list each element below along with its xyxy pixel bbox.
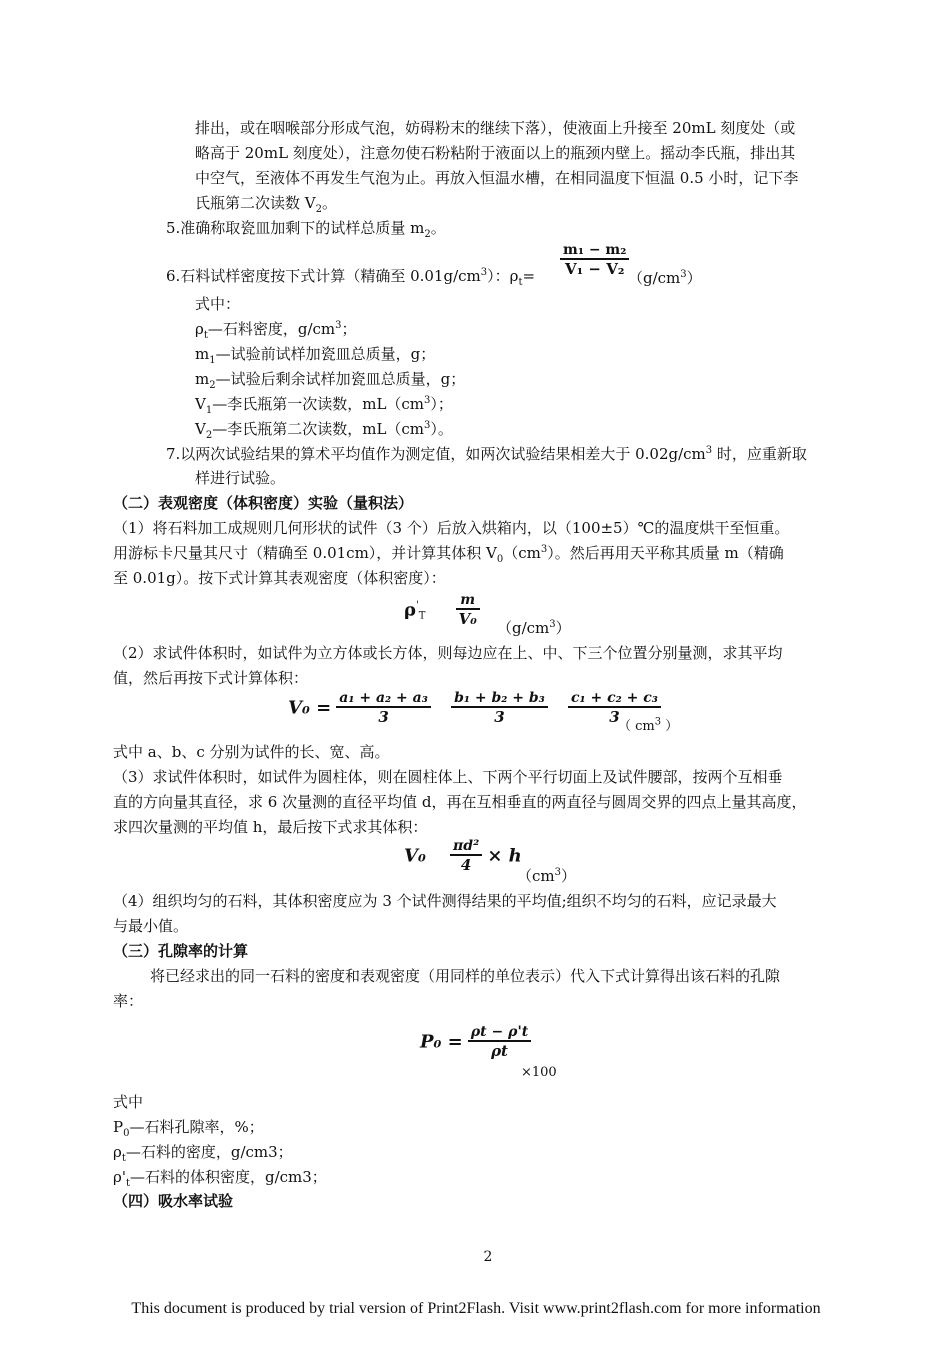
legend-rho: $\rho_t—$石料密度，$g/cm^3$； (195, 320, 357, 341)
section-title: （四）吸水率试验 (113, 1192, 234, 1210)
text-line: 式中 a、b、c 分别为试件的长、宽、高。 (113, 743, 390, 761)
text-line: 中空气，至液体不再发生气泡为止。再放入恒温水槽，在相同温度下恒温 0.5 小时，记下李 (195, 169, 799, 187)
formula-unit: $(g/cm^3)$ (497, 619, 571, 637)
text-line: 氏瓶第二次读数 $V_2$。 (195, 194, 337, 215)
text-line: 样进行试验。 (195, 469, 286, 487)
list-item-7: 7.以两次试验结果的算术平均值作为测定值，如两次试验结果相差大于 $0.02g/cm^3$ 时，应重新取 (166, 445, 807, 463)
legend-m2: $m_2—$试验后剩余试样加瓷皿总质量，g； (195, 370, 466, 391)
text-line: （2）求试件体积时，如试件为立方体或长方体，则每边应在上、中、下三个位置分别量测，求其平均 (113, 644, 783, 662)
text-line: 率： (113, 992, 144, 1010)
text-line: 值，然后再按下式计算体积： (113, 669, 309, 687)
density-formula: $\frac{\text{m₁ − m₂}}{\text{V₁ − V₂}}$ (560, 242, 629, 278)
formula-unit: $(g/cm^3)$ (628, 269, 702, 287)
text-line: （4）组织均匀的石料，其体积密度应为 3 个试件测得结果的平均值;组织不均匀的石料，应记录最大 (113, 892, 777, 910)
legend-heading: 式中 (113, 1093, 144, 1111)
apparent-density-formula: $\rho'_T$ $\frac{m}{\text{V₀}}$ (404, 592, 480, 628)
footer-notice: This document is produced by trial version of Print2Flash. Visit www.print2flash.com for more information (131, 1300, 821, 1317)
section-title: （二）表观密度（体积密度）实验（量积法） (113, 494, 414, 512)
legend-rho-prime: $\rho'_t—$石料的体积密度，g/cm3； (113, 1168, 327, 1189)
list-item-6: 6.石料试样密度按下式计算（精确至 $0.01g/cm^3$）：$\rho_t=$ (166, 267, 536, 288)
text-line: 排出，或在咽喉部分形成气泡，妨碍粉末的继续下落），使液面上升接至 20mL 刻度处（或 (195, 119, 796, 137)
legend-v1: $V_1—$李氏瓶第一次读数，$mL(cm^3)$； (195, 395, 453, 416)
text-line: （1）将石料加工成规则几何形状的试件（3 个）后放入烘箱内，以（100±5）℃的温度烘干至恒重。 (113, 519, 790, 537)
text-line: 将已经求出的同一石料的密度和表观密度（用同样的单位表示）代入下式计算得出该石料的孔隙 (150, 967, 781, 985)
text-line: 至 0.01g）。按下式计算其表观密度（体积密度）： (113, 569, 446, 587)
text-line: 与最小值。 (113, 917, 189, 935)
text-line: （3）求试件体积时，如试件为圆柱体，则在圆柱体上、下两个平行切面上及试件腰部，按两个互相垂 (113, 768, 783, 786)
box-volume-formula: V₀ = $\frac{\text{a₁ + a₂ + a₃}}{3}$ $\frac{\text{b₁ + b₂ + b₃}}{3}$ $\frac{\text{c₁ + c₂ + c₃}}{3}$ (288, 690, 661, 726)
legend-heading: 式中： (195, 295, 241, 313)
cylinder-volume-formula: V₀ $\frac{\text{πd²}}{4}$ × h (404, 838, 522, 874)
text-line: 直的方向量其直径，求 6 次量测的直径平均值 d，再在互相垂直的两直径与圆周交界的四点上量其高度， (113, 793, 807, 811)
section-title: （三）孔隙率的计算 (113, 942, 249, 960)
formula-multiplier: ×100 (521, 1065, 557, 1080)
page-number: 2 (483, 1249, 493, 1265)
legend-rho: $\rho_t—$石料的密度，g/cm3； (113, 1143, 293, 1164)
formula-unit: $(cm^3)$ (517, 867, 577, 885)
legend-v2: $V_2—$李氏瓶第二次读数，$mL(cm^3)$。 (195, 420, 453, 441)
formula-unit: （ $cm^3$ ） (618, 716, 679, 734)
porosity-formula: P₀ = $\frac{\rho t - \rho't}{\rho t}$ (420, 1024, 531, 1060)
legend-p0: $P_0—$石料孔隙率，%； (113, 1118, 264, 1139)
legend-m1: $m_1—$试验前试样加瓷皿总质量，g； (195, 345, 436, 366)
text-line: 略高于 20mL 刻度处），注意勿使石粉粘附于液面以上的瓶颈内壁上。摇动李氏瓶，排出其 (195, 144, 796, 162)
text-line: 用游标卡尺量其尺寸（精确至 0.01cm），并计算其体积 $V_0(cm^3)$。然后再用天平称其质量 m（精确 (113, 544, 784, 565)
text-line: 求四次量测的平均值 h，最后按下式求其体积： (113, 818, 428, 836)
list-item-5: 5.准确称取瓷皿加剩下的试样总质量 $m_2$。 (166, 219, 446, 240)
